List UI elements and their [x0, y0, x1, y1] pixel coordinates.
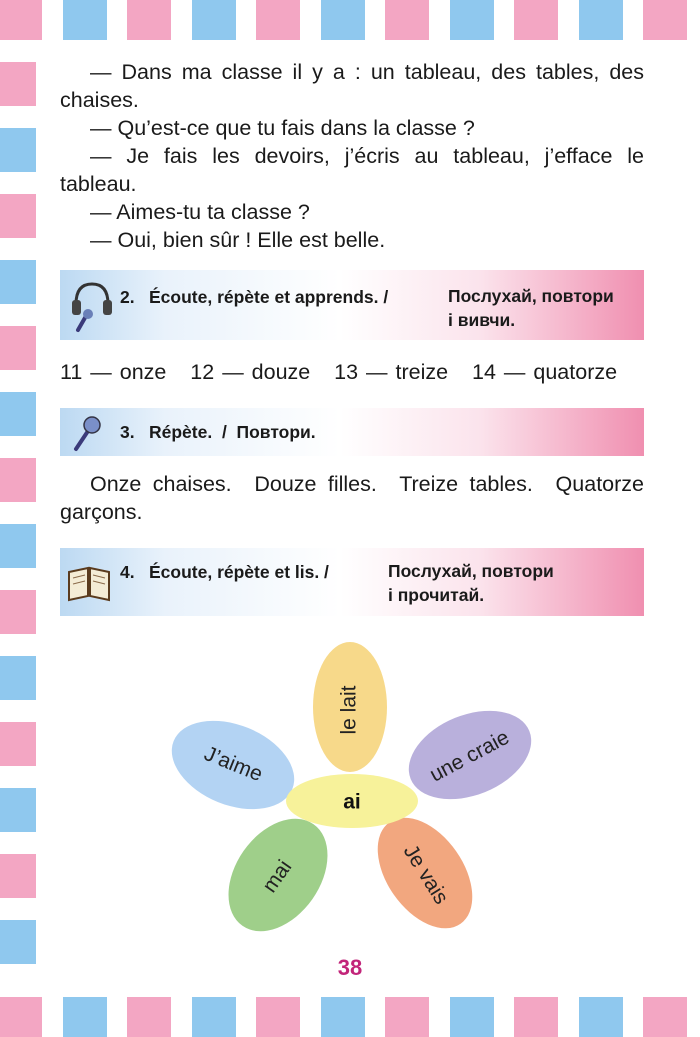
top-border [0, 0, 700, 40]
border-square [0, 997, 42, 1037]
border-square [192, 0, 236, 40]
exercise-2-header [60, 270, 644, 340]
border-square [127, 997, 171, 1037]
petal-word: mai [258, 855, 297, 897]
border-square [256, 0, 300, 40]
exercise-instruction-fr: Écoute, répète et apprends. / [149, 287, 389, 307]
border-square [192, 997, 236, 1037]
border-square [643, 997, 687, 1037]
word-flower [160, 635, 550, 935]
border-square [63, 0, 107, 40]
border-square [514, 0, 558, 40]
flower-center [286, 774, 418, 828]
border-square [450, 0, 494, 40]
border-square [514, 997, 558, 1037]
exercise-instruction-ua-line2: і вивчи. [448, 310, 516, 330]
border-square [0, 128, 36, 172]
border-square [0, 194, 36, 238]
center-sound: ai [343, 790, 361, 814]
petal-j-aime [160, 704, 307, 826]
dialogue-line: — Oui, bien sûr ! Elle est belle. [90, 228, 386, 252]
border-square [579, 997, 623, 1037]
petal-word: Je vais [398, 840, 453, 909]
border-square [63, 997, 107, 1037]
exercise-instruction-ua-line1: Послухай, повтори [388, 561, 554, 581]
petal-word: J’aime [200, 742, 266, 787]
border-square [321, 0, 365, 40]
headphones-icon [70, 278, 114, 334]
border-square [0, 0, 42, 40]
border-square [256, 997, 300, 1037]
border-square [0, 722, 36, 766]
border-square [0, 656, 36, 700]
border-square [643, 0, 687, 40]
border-square [127, 0, 171, 40]
exercise-number: 3. [120, 422, 135, 442]
border-square [0, 392, 36, 436]
exercise-instruction-ua-line2: і прочитай. [388, 585, 485, 605]
border-square [0, 458, 36, 502]
dialogue-text [60, 58, 644, 254]
border-square [579, 0, 623, 40]
border-square [0, 590, 36, 634]
border-square [0, 260, 36, 304]
sentences-paragraph: Onze chaises. Douze filles. Treize tables. Quatorze garçons. [60, 472, 650, 524]
exercise-instruction-fr: Écoute, répète et lis. / [149, 562, 329, 582]
exercise-number: 2. [120, 287, 135, 307]
exercise-instruction: Répète. / Повтори. [149, 422, 316, 442]
border-square [450, 997, 494, 1037]
border-square [0, 326, 36, 370]
petal-word: une craie [426, 725, 514, 787]
border-square [0, 920, 36, 964]
left-border [0, 62, 40, 982]
border-square [0, 788, 36, 832]
book-icon [66, 560, 112, 602]
dialogue-line: — Qu’est-ce que tu fais dans la classe ? [90, 116, 475, 140]
microphone-icon [70, 413, 106, 453]
border-square [385, 997, 429, 1037]
petal-une-craie [396, 694, 545, 816]
exercise-3-header [60, 408, 644, 456]
petal-le-lait [313, 642, 387, 772]
page-number: 38 [337, 955, 363, 980]
dialogue-line: — Je fais les devoirs, j’écris au tableau, j’efface le tableau. [60, 144, 644, 196]
exercise-4-header [60, 548, 644, 616]
border-square [0, 854, 36, 898]
bottom-border [0, 997, 700, 1037]
exercise-instruction-ua-line1: Послухай, повтори [448, 286, 614, 306]
border-square [321, 997, 365, 1037]
exercise-number: 4. [120, 562, 135, 582]
border-square [0, 524, 36, 568]
dialogue-line: — Dans ma classe il y a : un tableau, des tables, des chaises. [60, 60, 644, 112]
border-square [0, 62, 36, 106]
numbers-line: 11 — onze 12 — douze 13 — treize 14 — quatorze [60, 360, 618, 384]
sentences-text [60, 470, 650, 526]
petal-word: le lait [337, 685, 361, 735]
border-square [385, 0, 429, 40]
dialogue-line: — Aimes-tu ta classe ? [90, 200, 310, 224]
